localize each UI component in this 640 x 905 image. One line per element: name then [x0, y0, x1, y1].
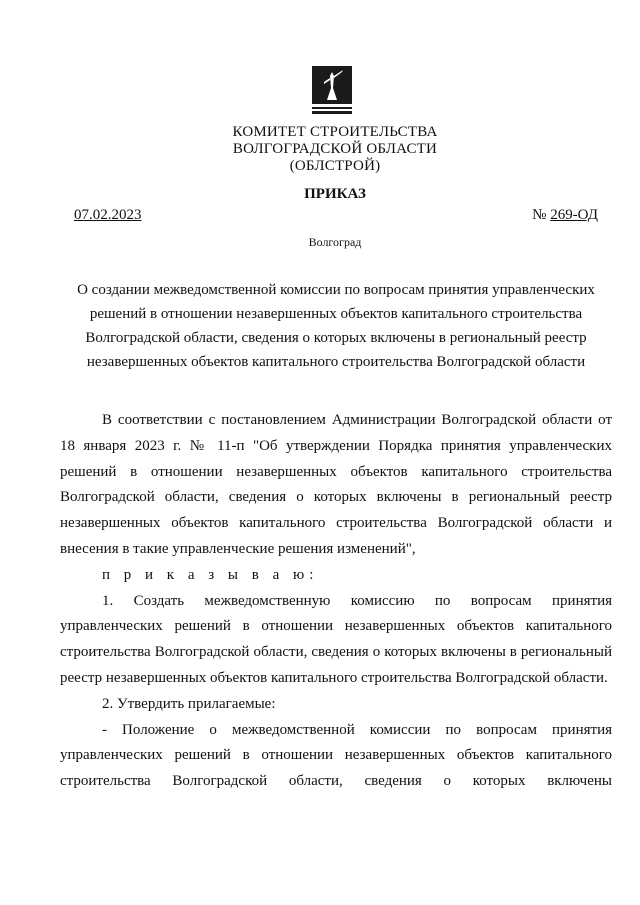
- volgograd-coat-of-arms-icon: [312, 66, 352, 114]
- item-1-paragraph: 1. Создать межведомственную комиссию по вопросам принятия управленческих решений в отношении незавершенных объектов капитального строительства Волгоградской области, сведения о которых включены в региональный реестр незавершенных объектов капитального строительства Волгоградской области.: [60, 592, 612, 686]
- organization-name: [0, 124, 640, 175]
- document-type: ПРИКАЗ: [304, 186, 366, 202]
- number-value: 269-ОД: [550, 207, 598, 223]
- title-line-2: решений в отношении незавершенных объектов капитального строительства: [89, 306, 583, 322]
- city-name: Волгоград: [308, 235, 362, 249]
- item-2-sub-paragraph: - Положение о межведомственной комиссии по вопросам принятия управленческих решений в отношении незавершенных объектов капитального строительства Волгоградской области, сведения о которых включены: [60, 721, 612, 790]
- org-line-1: КОМИТЕТ СТРОИТЕЛЬСТВА: [232, 124, 438, 140]
- document-title: [60, 278, 612, 374]
- document-date: 07.02.2023: [74, 207, 142, 223]
- document-number: [532, 207, 598, 224]
- title-line-1: О создании межведомственной комиссии по вопросам принятия управленческих: [77, 282, 595, 298]
- org-line-2: ВОЛГОГРАДСКОЙ ОБЛАСТИ: [232, 141, 438, 157]
- title-line-3: Волгоградской области, сведения о которых включены в региональный реестр: [85, 330, 587, 346]
- document-body: [60, 408, 612, 795]
- order-word: п р и к а з ы в а ю:: [102, 566, 319, 583]
- preamble-paragraph: В соответствии с постановлением Администрации Волгоградской области от 18 января 2023 г. № 11-п "Об утверждении Порядка принятия управленческих решений в отношении незавершенных объектов капитального строительства Волгоградской области, сведения о которых включены в региональный реестр незавершенных объектов капитального строительства Волгоградской области и внесения в такие управленческие решения изменений",: [60, 412, 612, 557]
- title-line-4: незавершенных объектов капитального строительства Волгоградской области: [86, 354, 586, 370]
- number-sign: №: [532, 207, 547, 223]
- org-line-3: (ОБЛСТРОЙ): [289, 158, 381, 174]
- item-2-paragraph: 2. Утвердить прилагаемые:: [102, 695, 276, 712]
